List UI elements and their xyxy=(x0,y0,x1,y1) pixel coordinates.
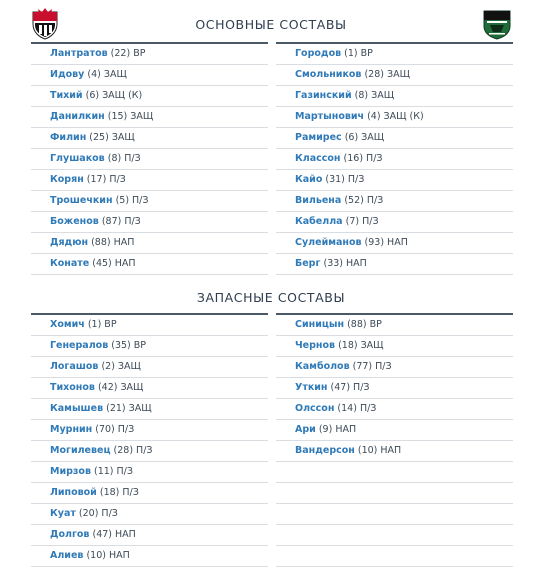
empty-row xyxy=(276,525,513,546)
player-row xyxy=(31,462,268,483)
player-number-position: (31) П/З xyxy=(325,174,365,185)
lineups-header xyxy=(0,0,542,44)
player-number-position: (21) ЗАЩ xyxy=(106,403,152,414)
player-number-position: (42) ЗАЩ xyxy=(97,382,144,393)
player-row xyxy=(31,233,268,254)
player-row xyxy=(31,483,268,504)
player-number-position: (88) ВР xyxy=(347,319,382,330)
player-name-link[interactable]: Мирзов xyxy=(50,466,91,477)
player-row xyxy=(31,546,268,567)
player-row xyxy=(31,525,268,546)
player-row xyxy=(276,128,513,149)
player-row xyxy=(31,191,268,212)
player-number-position: (9) НАП xyxy=(318,424,357,435)
player-name-link[interactable]: Смольников xyxy=(295,69,362,80)
player-row xyxy=(276,357,513,378)
player-number-position: (8) П/З xyxy=(107,153,141,164)
player-row xyxy=(31,357,268,378)
player-row xyxy=(276,420,513,441)
player-number-position: (77) П/З xyxy=(352,361,392,372)
player-number-position: (10) НАП xyxy=(357,445,402,456)
player-row xyxy=(31,315,268,336)
player-number-position: (52) П/З xyxy=(344,195,384,206)
player-number-position: (93) НАП xyxy=(364,237,408,248)
player-row xyxy=(31,65,268,86)
player-name-link[interactable]: Олссон xyxy=(295,403,335,414)
player-row xyxy=(276,44,513,65)
player-name-link[interactable]: Вильена xyxy=(295,195,342,206)
player-number-position: (88) НАП xyxy=(91,237,135,248)
player-row xyxy=(31,149,268,170)
home-substitutes xyxy=(31,313,268,567)
player-name-link[interactable]: Генералов xyxy=(50,340,109,351)
empty-row xyxy=(276,504,513,525)
player-name-link[interactable]: Ари xyxy=(295,424,316,435)
player-row xyxy=(31,399,268,420)
player-number-position: (35) ВР xyxy=(111,340,147,351)
player-row xyxy=(276,65,513,86)
player-number-position: (15) ЗАЩ xyxy=(107,111,154,122)
player-number-position: (87) П/З xyxy=(101,216,141,227)
player-row xyxy=(276,149,513,170)
player-name-link[interactable]: Сулейманов xyxy=(295,237,362,248)
player-name-link[interactable]: Липовой xyxy=(50,487,97,498)
player-number-position: (2) ЗАЩ xyxy=(101,361,141,372)
player-row xyxy=(276,233,513,254)
player-number-position: (11) П/З xyxy=(94,466,133,477)
player-row xyxy=(276,191,513,212)
player-name-link[interactable]: Глушаков xyxy=(50,153,105,164)
player-number-position: (33) НАП xyxy=(323,258,367,269)
player-row xyxy=(276,441,513,462)
player-name-link[interactable]: Камболов xyxy=(295,361,350,372)
player-number-position: (1) ВР xyxy=(87,319,117,330)
player-row xyxy=(276,107,513,128)
player-name-link[interactable]: Идову xyxy=(50,69,85,80)
player-row xyxy=(31,336,268,357)
player-row xyxy=(276,399,513,420)
player-name-link[interactable]: Данилкин xyxy=(50,111,105,122)
player-number-position: (45) НАП xyxy=(92,258,136,269)
player-number-position: (25) ЗАЩ xyxy=(89,132,135,143)
player-row xyxy=(276,212,513,233)
player-number-position: (28) ЗАЩ xyxy=(364,69,410,80)
player-name-link[interactable]: Газинский xyxy=(295,90,352,101)
player-number-position: (6) ЗАЩ xyxy=(344,132,385,143)
krasnodar-crest-icon[interactable] xyxy=(481,8,513,40)
player-name-link[interactable]: Камышев xyxy=(50,403,104,414)
player-name-link[interactable]: Хомич xyxy=(50,319,85,330)
player-name-link[interactable]: Уткин xyxy=(295,382,328,393)
player-number-position: (1) ВР xyxy=(344,48,373,59)
player-number-position: (18) П/З xyxy=(99,487,139,498)
player-row xyxy=(276,86,513,107)
empty-row xyxy=(276,546,513,567)
player-number-position: (10) НАП xyxy=(86,550,130,561)
player-number-position: (70) П/З xyxy=(95,424,135,435)
player-name-link[interactable]: Логашов xyxy=(50,361,99,372)
player-name-link[interactable]: Тихонов xyxy=(50,382,95,393)
player-number-position: (28) П/З xyxy=(113,445,153,456)
player-name-link[interactable]: Мартынович xyxy=(295,111,365,122)
player-name-link[interactable]: Конате xyxy=(50,258,90,269)
player-name-link[interactable]: Дядюн xyxy=(50,237,89,248)
player-row xyxy=(276,170,513,191)
player-name-link[interactable]: Классон xyxy=(295,153,341,164)
away-starting-lineup xyxy=(276,42,513,275)
player-name-link[interactable]: Алиев xyxy=(50,550,84,561)
player-number-position: (20) П/З xyxy=(78,508,118,519)
player-row xyxy=(276,336,513,357)
player-name-link[interactable]: Кайо xyxy=(295,174,323,185)
player-row xyxy=(31,420,268,441)
player-row xyxy=(31,44,268,65)
home-starting-lineup xyxy=(31,42,268,275)
player-row xyxy=(31,441,268,462)
player-name-link[interactable]: Берг xyxy=(295,258,321,269)
player-number-position: (4) ЗАЩ (К) xyxy=(367,111,424,122)
player-number-position: (6) ЗАЩ (К) xyxy=(85,90,143,101)
player-name-link[interactable]: Тихий xyxy=(50,90,83,101)
player-row xyxy=(31,128,268,149)
player-number-position: (4) ЗАЩ xyxy=(87,69,127,80)
player-name-link[interactable]: Рамирес xyxy=(295,132,342,143)
main-lineups-title: ОСНОВНЫЕ СОСТАВЫ xyxy=(195,17,347,32)
player-name-link[interactable]: Городов xyxy=(295,48,342,59)
player-number-position: (8) ЗАЩ xyxy=(354,90,395,101)
player-row xyxy=(276,315,513,336)
player-number-position: (47) П/З xyxy=(330,382,370,393)
away-substitutes xyxy=(276,313,513,567)
player-name-link[interactable]: Трошечкин xyxy=(50,195,113,206)
player-number-position: (14) П/З xyxy=(337,403,377,414)
player-name-link[interactable]: Синицын xyxy=(295,319,345,330)
player-name-link[interactable]: Кабелла xyxy=(295,216,343,227)
player-name-link[interactable]: Могилевец xyxy=(50,445,111,456)
player-number-position: (16) П/З xyxy=(343,153,383,164)
player-name-link[interactable]: Филин xyxy=(50,132,87,143)
player-name-link[interactable]: Лантратов xyxy=(50,48,108,59)
player-row xyxy=(31,107,268,128)
player-name-link[interactable]: Долгов xyxy=(50,529,90,540)
player-number-position: (7) П/З xyxy=(345,216,379,227)
player-row xyxy=(31,212,268,233)
player-name-link[interactable]: Вандерсон xyxy=(295,445,355,456)
player-row xyxy=(31,254,268,275)
player-number-position: (22) ВР xyxy=(110,48,146,59)
player-row xyxy=(31,378,268,399)
player-name-link[interactable]: Чернов xyxy=(295,340,336,351)
player-name-link[interactable]: Боженов xyxy=(50,216,99,227)
player-row xyxy=(276,378,513,399)
player-row xyxy=(31,170,268,191)
player-name-link[interactable]: Корян xyxy=(50,174,84,185)
empty-row xyxy=(276,483,513,504)
player-row xyxy=(276,254,513,275)
empty-row xyxy=(276,462,513,483)
player-row xyxy=(31,504,268,525)
player-name-link[interactable]: Куат xyxy=(50,508,76,519)
player-number-position: (18) ЗАЩ xyxy=(338,340,384,351)
player-name-link[interactable]: Мурнин xyxy=(50,424,93,435)
player-number-position: (47) НАП xyxy=(92,529,136,540)
player-number-position: (5) П/З xyxy=(115,195,149,206)
player-row xyxy=(31,86,268,107)
player-number-position: (17) П/З xyxy=(86,174,126,185)
substitutes-title: ЗАПАСНЫЕ СОСТАВЫ xyxy=(196,290,346,305)
